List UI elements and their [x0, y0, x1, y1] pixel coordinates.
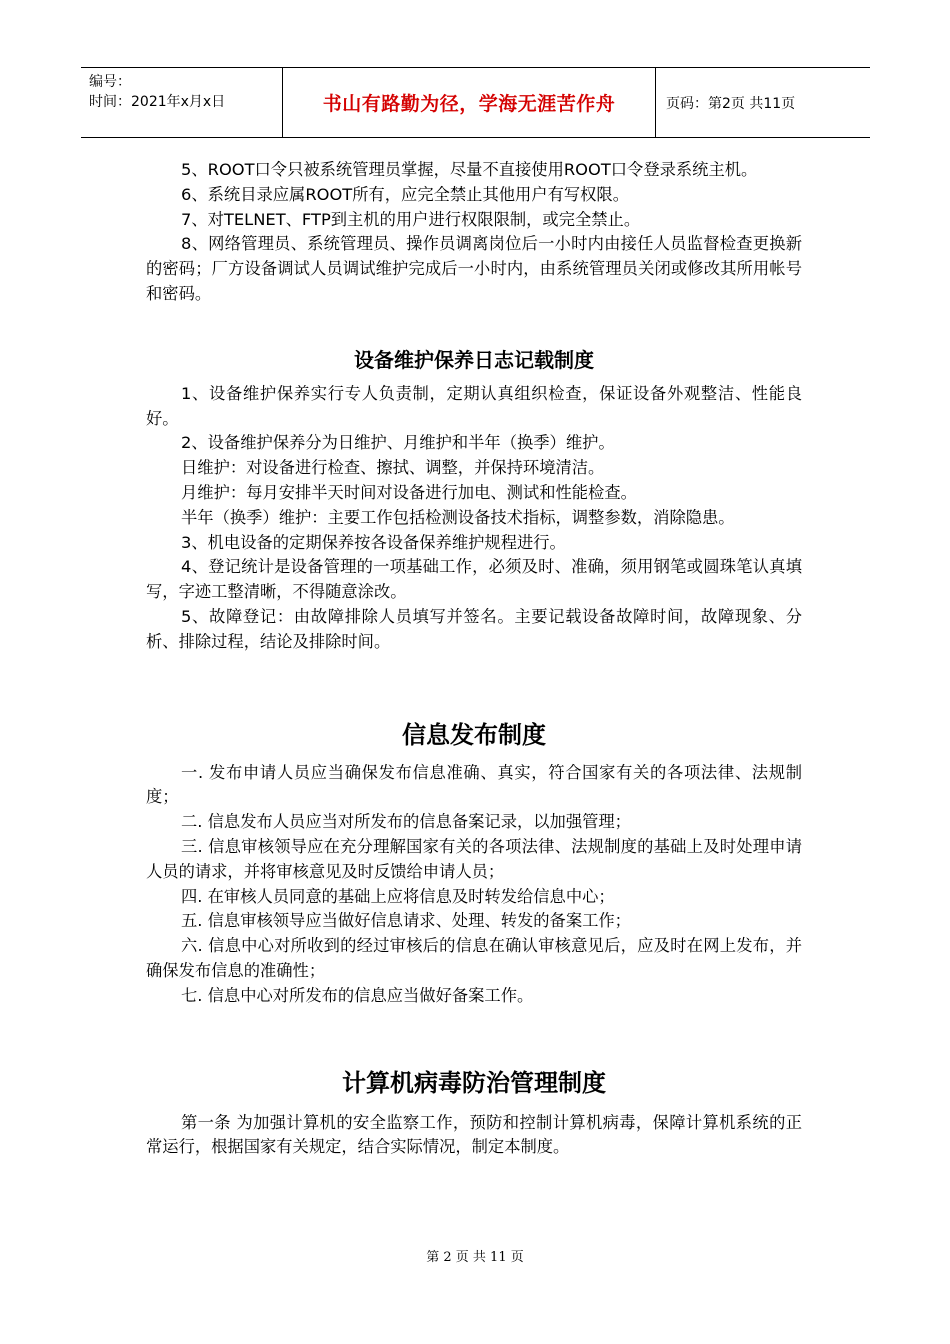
header-motto-cell — [283, 68, 656, 137]
paragraph: 月维护：每月安排半天时间对设备进行加电、测试和性能检查。 — [181, 482, 637, 502]
paragraph: 七. 信息中心对所发布的信息应当做好备案工作。 — [181, 985, 534, 1005]
paragraph: 5、ROOT口令只被系统管理员掌握，尽量不直接使用ROOT口令登录系统主机。 — [181, 160, 758, 179]
paragraph: 1、设备维护保养实行专人负责制，定期认真组织检查，保证设备外观整洁、性能良好。 — [146, 383, 802, 428]
section-root-password — [146, 158, 802, 307]
header-page-cell — [656, 68, 870, 137]
header-page-label: 页码：第2页 共11页 — [666, 95, 796, 112]
paragraph: 六. 信息中心对所收到的经过审核后的信息在确认审核意见后，应及时在网上发布，并确保发布信息的准确性； — [146, 936, 802, 980]
section-equipment-maintenance — [146, 382, 802, 655]
page-footer: 第 2 页 共 11 页 — [426, 1250, 524, 1265]
paragraph: 第一条 为加强计算机的安全监察工作，预防和控制计算机病毒，保障计算机系统的正常运行，根据国家有关规定，结合实际情况，制定本制度。 — [146, 1112, 802, 1157]
page-header — [81, 67, 870, 138]
paragraph: 二. 信息发布人员应当对所发布的信息备案记录，以加强管理； — [181, 812, 631, 832]
section-title-virus-prevention: 计算机病毒防治管理制度 — [342, 1068, 606, 1097]
document-date-label: 时间：2021年x月x日 — [89, 94, 226, 110]
section-title-equipment-maintenance: 设备维护保养日志记载制度 — [354, 347, 594, 372]
header-motto: 书山有路勤为径，学海无涯苦作舟 — [322, 93, 616, 115]
paragraph: 一. 发布申请人员应当确保发布信息准确、真实，符合国家有关的各项法律、法规制度； — [146, 762, 802, 807]
paragraph: 5、故障登记：由故障排除人员填写并签名。主要记载设备故障时间，故障现象、分析、排除过程，结论及排除时间。 — [146, 606, 802, 651]
header-meta-cell — [81, 68, 283, 137]
paragraph: 半年（换季）维护：主要工作包括检测设备技术指标，调整参数，消除隐患。 — [181, 507, 735, 527]
paragraph: 7、对TELNET、FTP到主机的用户进行权限限制，或完全禁止。 — [181, 209, 641, 229]
paragraph: 2、设备维护保养分为日维护、月维护和半年（换季）维护。 — [181, 433, 615, 453]
paragraph: 3、机电设备的定期保养按各设备保养维护规程进行。 — [181, 532, 566, 552]
section-virus-prevention — [146, 1111, 802, 1161]
paragraph: 日维护：对设备进行检查、擦拭、调整，并保持环境清洁。 — [181, 458, 605, 478]
paragraph: 五. 信息审核领导应当做好信息请求、处理、转发的备案工作； — [181, 911, 631, 931]
paragraph: 8、网络管理员、系统管理员、操作员调离岗位后一小时内由接任人员监督检查更换新的密码；厂方设备调试人员调试维护完成后一小时内，由系统管理员关闭或修改其所用帐号和密码。 — [146, 234, 802, 303]
paragraph: 三. 信息审核领导应在充分理解国家有关的各项法律、法规制度的基础上及时处理申请人员的请求，并将审核意见及时反馈给申请人员； — [146, 836, 802, 881]
section-title-information-release: 信息发布制度 — [402, 720, 546, 749]
document-number-label: 编号： — [89, 74, 131, 90]
section-information-release — [146, 761, 802, 1009]
paragraph: 四. 在审核人员同意的基础上应将信息及时转发给信息中心； — [181, 886, 615, 906]
document-body — [146, 158, 802, 1160]
paragraph: 6、系统目录应属ROOT所有，应完全禁止其他用户有写权限。 — [181, 184, 629, 204]
paragraph: 4、登记统计是设备管理的一项基础工作，必须及时、准确，须用钢笔或圆珠笔认真填写，字迹工整清晰，不得随意涂改。 — [146, 557, 802, 602]
